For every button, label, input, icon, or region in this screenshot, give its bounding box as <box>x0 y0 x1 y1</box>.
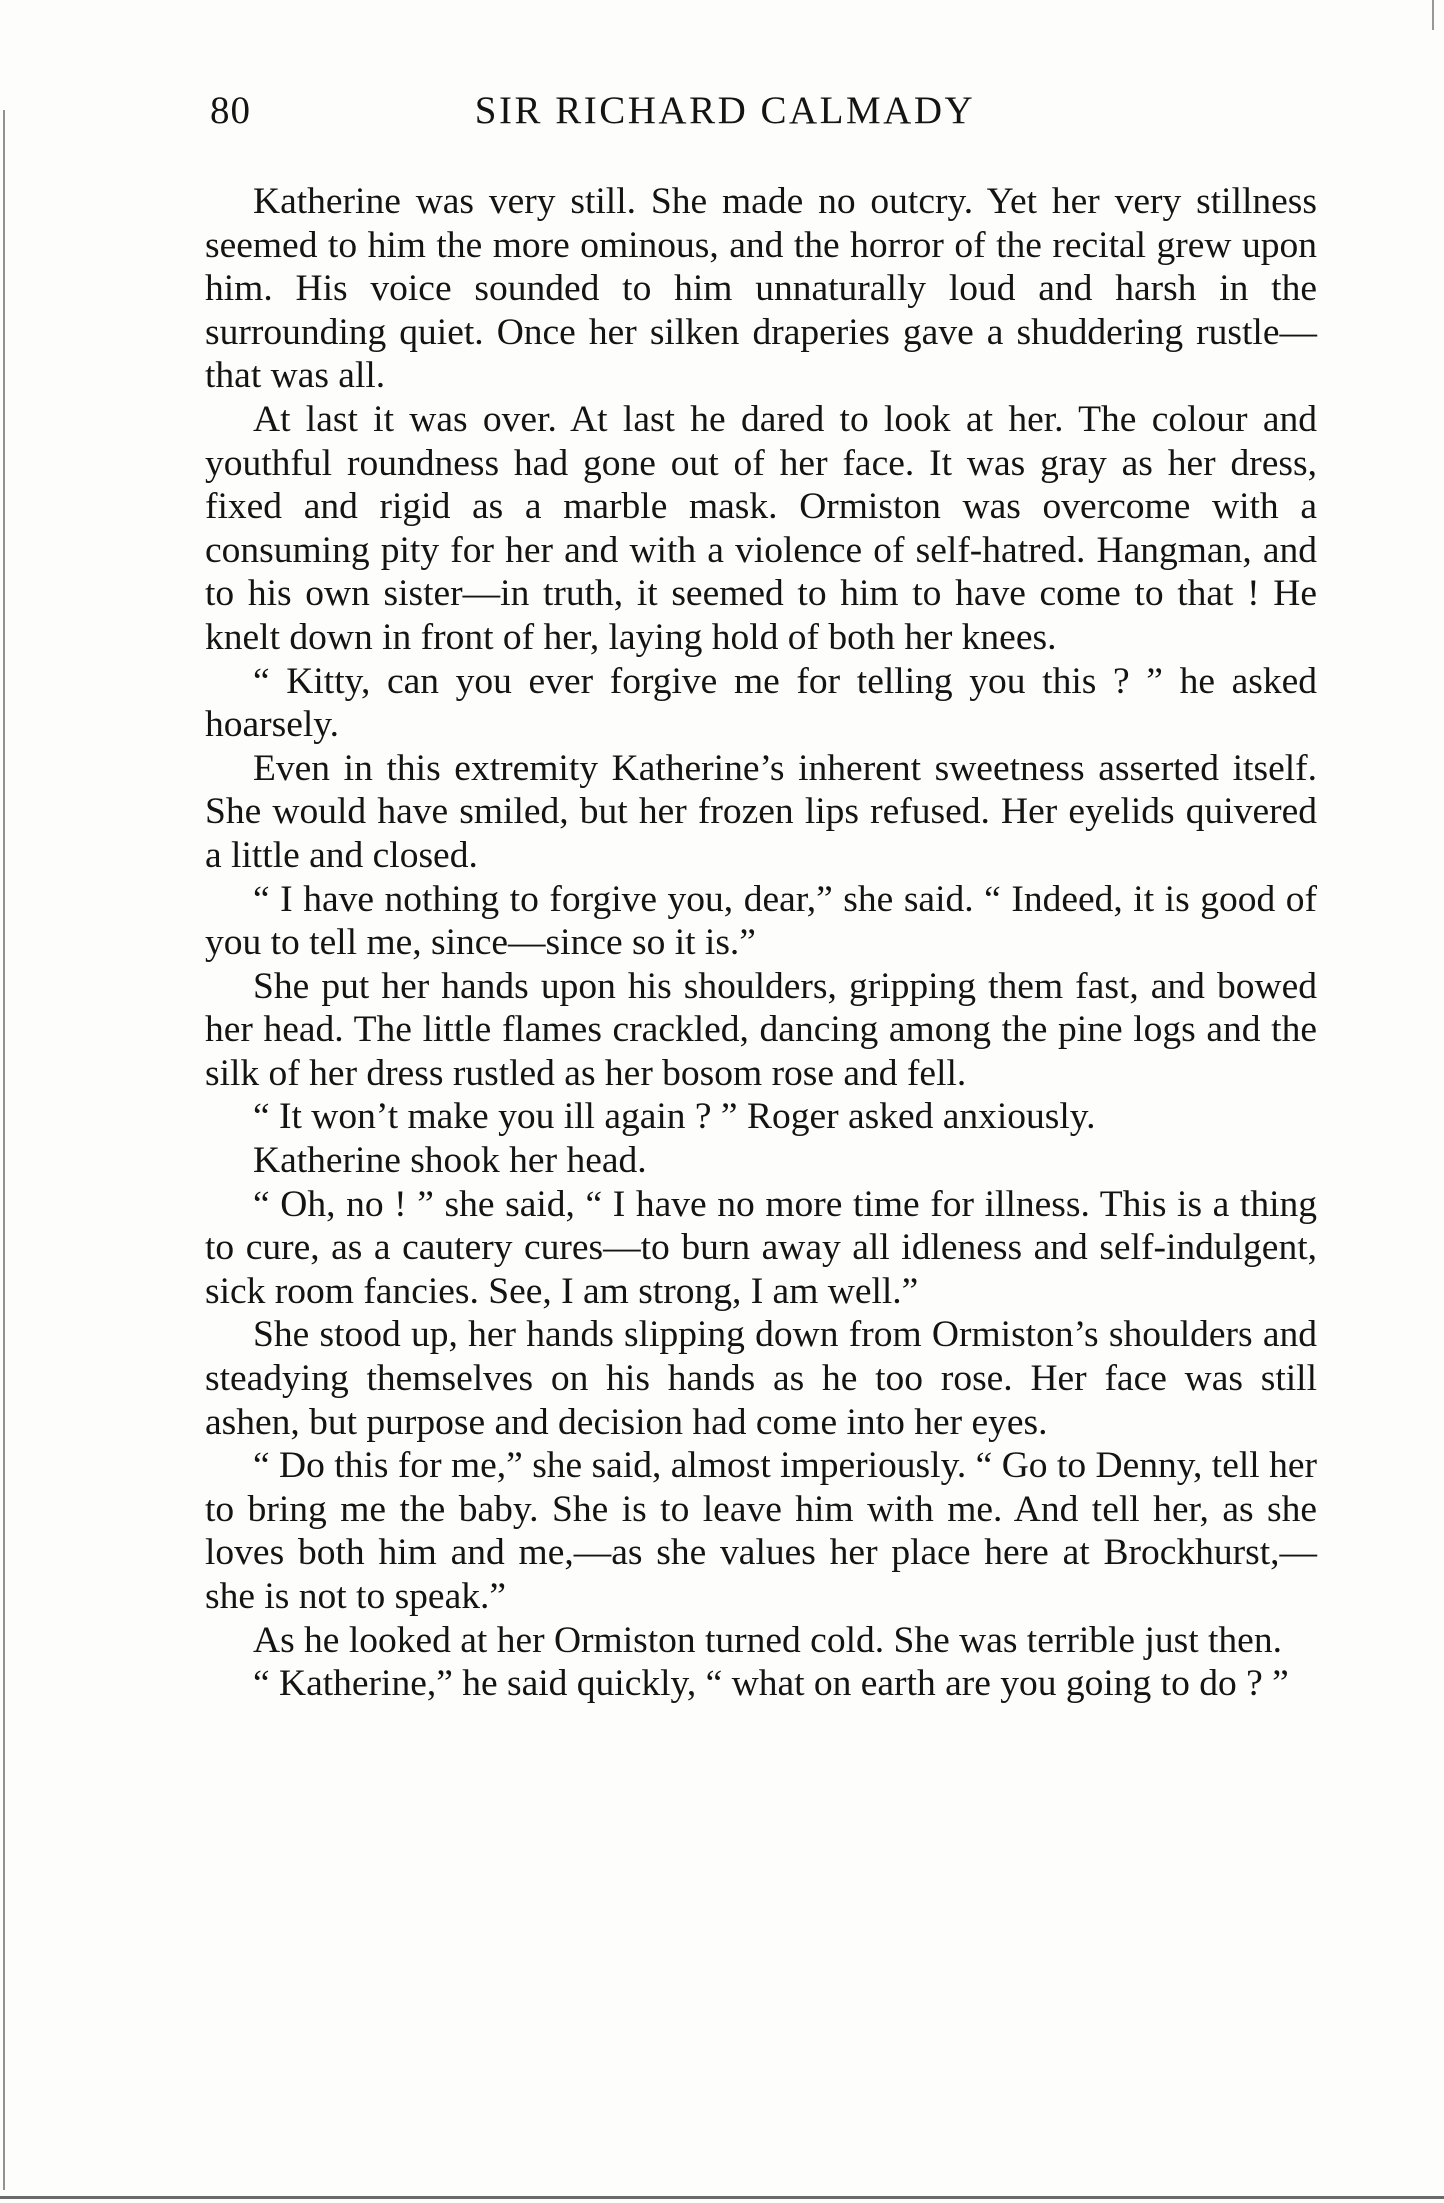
running-title: SIR RICHARD CALMADY <box>474 89 976 132</box>
page-number: 80 <box>210 89 251 132</box>
paragraph: She put her hands upon his shoulders, gripping them fast, and bowed her head. The little flames crackled, dancing among the pine logs and the silk of her dress rustled as her bosom rose and fell. <box>205 965 1317 1094</box>
paragraph: “ It won’t make you ill again ? ” Roger asked anxiously. <box>253 1096 1096 1138</box>
paragraph: “ Oh, no ! ” she said, “ I have no more time for illness. This is a thing to cure, as a cautery cures—to burn away all idleness and self-indulgent, sick room fancies. See, I am strong, I am well.” <box>205 1183 1317 1312</box>
paragraph: “ Katherine,” he said quickly, “ what on earth are you going to do ? ” <box>253 1663 1289 1705</box>
paragraph: “ I have nothing to forgive you, dear,” she said. “ Indeed, it is good of you to tell me, since—since so it is.” <box>205 878 1317 964</box>
paragraph: “ Kitty, can you ever forgive me for telling you this ? ” he asked hoarsely. <box>205 660 1317 746</box>
paragraph: Katherine shook her head. <box>253 1140 647 1182</box>
paragraph: Katherine was very still. She made no outcry. Yet her very stillness seemed to him the more ominous, and the horror of the recital grew upon him. His voice sounded to him unnaturally loud and harsh in the surrounding quiet. Once her silken draperies gave a shuddering rustle—that was all. <box>205 181 1317 397</box>
body-text <box>205 180 1317 1706</box>
page-edge-mark <box>1432 0 1434 30</box>
page-bottom-edge <box>0 2196 1444 2199</box>
page-header <box>210 88 1330 148</box>
paragraph: “ Do this for me,” she said, almost imperiously. “ Go to Denny, tell her to bring me the baby. She is to leave him with me. And tell her, as she loves both him and me,—as she values her place here at Brockhurst,—she is not to speak.” <box>205 1445 1317 1617</box>
paragraph: As he looked at her Ormiston turned cold. She was terrible just then. <box>253 1619 1282 1661</box>
paragraph: Even in this extremity Katherine’s inherent sweetness asserted itself. She would have smiled, but her frozen lips refused. Her eyelids quivered a little and closed. <box>205 747 1317 876</box>
paragraph: At last it was over. At last he dared to look at her. The colour and youthful roundness had gone out of her face. It was gray as her dress, fixed and rigid as a marble mask. Ormiston was overcome with a consuming pity for her and with a violence of self-hatred. Hangman, and to his own sister—in truth, it seemed to him to have come to that ! He knelt down in front of her, laying hold of both her knees. <box>205 398 1317 658</box>
page-edge-shadow <box>3 110 5 2190</box>
paragraph: She stood up, her hands slipping down from Ormiston’s shoulders and steadying themselves on his hands as he too rose. Her face was still ashen, but purpose and decision had come into her eyes. <box>205 1314 1317 1443</box>
